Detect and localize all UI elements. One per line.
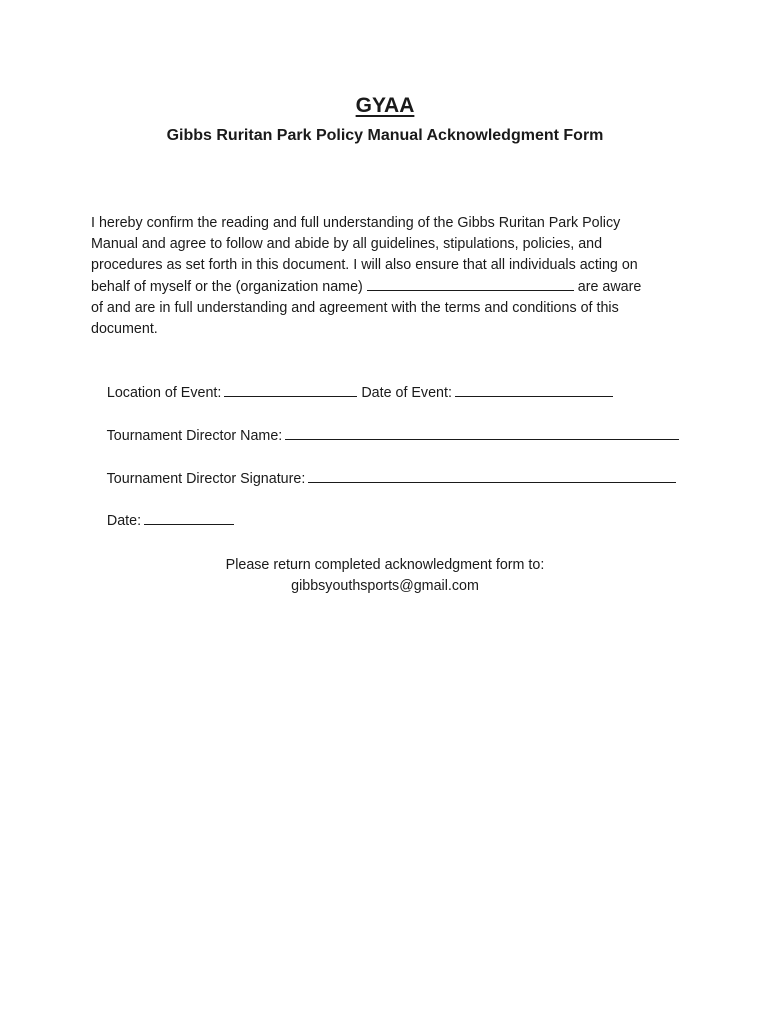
- date-label: Date:: [106, 513, 142, 529]
- director-signature-field[interactable]: [308, 469, 676, 483]
- location-label: Location of Event:: [106, 385, 222, 401]
- date-row: [91, 490, 234, 553]
- location-field[interactable]: [224, 383, 357, 397]
- director-signature-label: Tournament Director Signature:: [106, 471, 306, 487]
- return-instructions: [0, 555, 770, 597]
- paragraph-line: of and are in full understanding and agreement with the terms and conditions of this: [91, 299, 619, 316]
- date-of-event-field[interactable]: [455, 383, 613, 397]
- form-subtitle: Gibbs Ruritan Park Policy Manual Acknowledgment Form: [166, 127, 604, 144]
- acknowledgment-paragraph: [91, 213, 681, 340]
- paragraph-line: document.: [91, 321, 158, 338]
- date-field[interactable]: [144, 511, 234, 525]
- director-name-field[interactable]: [285, 426, 679, 440]
- document-title: GYAA: [355, 94, 415, 117]
- return-text: Please return completed acknowledgment form to:: [225, 557, 545, 573]
- return-email: gibbsyouthsports@gmail.com: [291, 578, 479, 594]
- organization-name-field[interactable]: [367, 277, 574, 291]
- paragraph-line: Manual and agree to follow and abide by all guidelines, stipulations, policies, and: [91, 236, 603, 253]
- date-of-event-label: Date of Event:: [361, 385, 452, 401]
- paragraph-line: procedures as set forth in this document. I will also ensure that all individuals acting on: [91, 257, 638, 274]
- paragraph-line: I hereby confirm the reading and full understanding of the Gibbs Ruritan Park Policy: [91, 215, 621, 231]
- director-name-label: Tournament Director Name:: [106, 428, 283, 444]
- paragraph-line: behalf of myself or the (organization name) are aware: [91, 278, 642, 295]
